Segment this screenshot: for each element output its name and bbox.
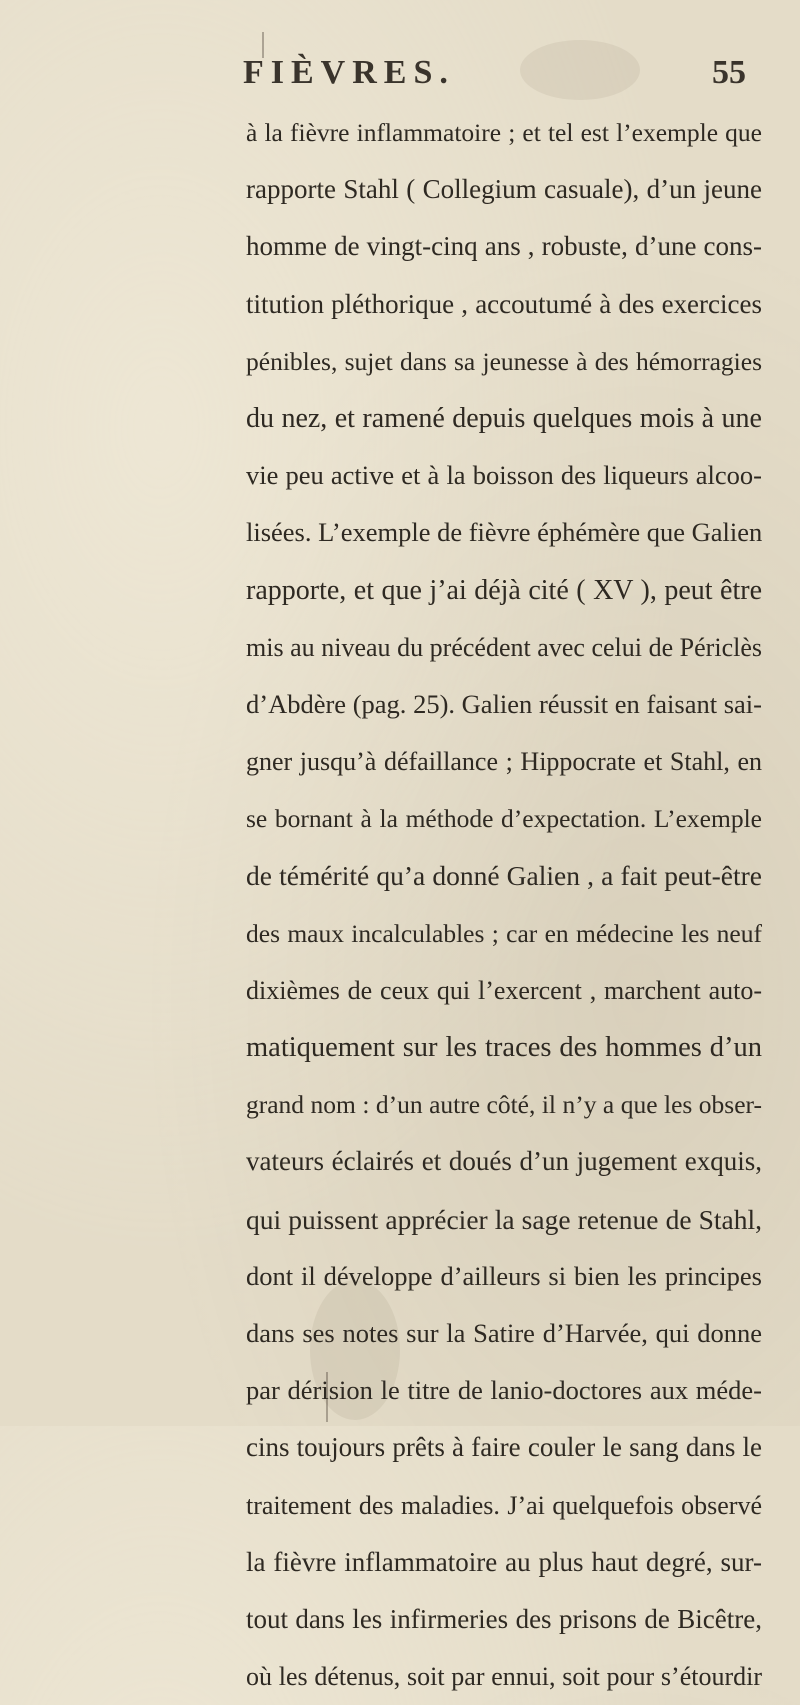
text-line: de témérité qu’a donné Galien , a fait peut-être [246,860,762,892]
text-line: matiquement sur les traces des hommes d’un [246,1032,762,1063]
text-line: qui puissent apprécier la sage retenue de Stahl, [246,1203,762,1235]
text-line: gner jusqu’à défaillance ; Hippocrate et Stahl, en [246,747,762,777]
text-line: tout dans les infirmeries des prisons de Bicêtre, [246,1603,762,1634]
text-line: grand nom : d’un autre côté, il n’y a que les obser- [246,1090,762,1120]
running-title: FIÈVRES. [243,54,455,91]
text-line: pénibles, sujet dans sa jeunesse à des hémorragies [246,346,762,376]
text-line: rapporte, et que j’ai déjà cité ( XV ), peut être [246,574,762,606]
text-line: dont il développe d’ailleurs si bien les principes [246,1260,762,1291]
text-line: cins toujours prêts à faire couler le sang dans le [246,1432,762,1463]
page-number: 55 [712,54,746,91]
text-line: d’Abdère (pag. 25). Galien réussit en faisant sai- [246,688,762,719]
text-line: où les détenus, soit par ennui, soit pour s’étourdir [246,1662,762,1692]
body-text [246,104,762,1705]
text-line: vateurs éclairés et doués d’un jugement exquis, [246,1146,762,1177]
text-line: traitement des maladies. J’ai quelquefois observé [246,1490,762,1520]
text-line: lisées. L’exemple de fièvre éphémère que Galien [246,517,763,548]
running-head [0,54,800,98]
text-line: rapporte Stahl ( Collegium casuale), d’un jeune [246,174,762,205]
text-line: dans ses notes sur la Satire d’Harvée, qui donne [246,1317,762,1348]
text-line: par dérision le titre de lanio-doctores aux méde- [246,1375,762,1406]
text-line: vie peu active et à la boisson des liqueurs alcoo- [246,460,762,491]
text-line: des maux incalculables ; car en médecine les neuf [246,918,762,948]
text-line: titution pléthorique , accoutumé à des exercices [246,288,762,319]
text-line: du nez, et ramené depuis quelques mois à une [246,402,762,434]
text-line: mis au niveau du précédent avec celui de Périclès [246,632,762,662]
text-line: homme de vingt-cinq ans , robuste, d’une cons- [246,231,762,262]
text-line: à la fièvre inflammatoire ; et tel est l’exemple que [246,118,762,147]
text-line: dixièmes de ceux qui l’exercent , marchent auto- [246,975,762,1005]
text-line: se bornant à la méthode d’expectation. L’exemple [246,804,762,834]
text-line: la fièvre inflammatoire au plus haut degré, sur- [246,1546,762,1577]
